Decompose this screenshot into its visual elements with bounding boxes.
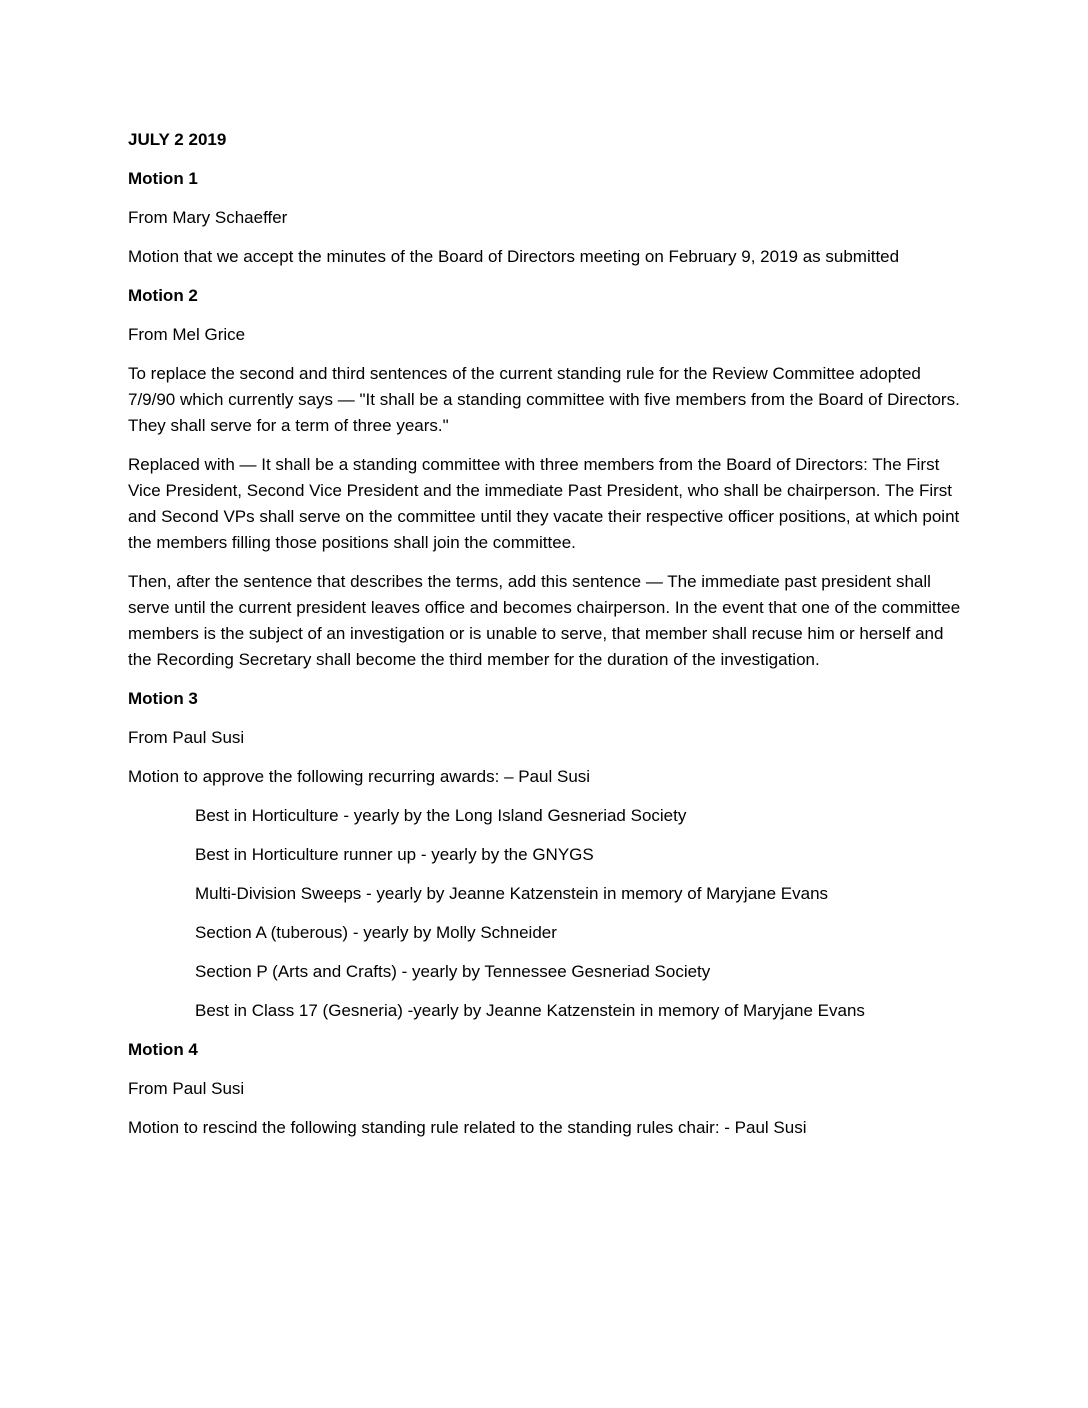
motion-section-3 [128,686,964,1024]
motion-2-heading: Motion 2 [128,286,198,305]
award-item: Multi-Division Sweeps - yearly by Jeanne Katzenstein in memory of Maryjane Evans [195,884,829,903]
motion-2-paragraph: Then, after the sentence that describes the terms, add this sentence — The immediate past president shall serve until the current president leaves office and becomes chairperson. In the event that one of the committee members is the subject of an investigation or is unable to serve, that member shall recuse him or herself and the Recording Secretary shall become the third member for the duration of the investigation. [128,572,961,669]
document-body [128,127,964,1141]
motion-3-paragraph: Motion to approve the following recurring awards: – Paul Susi [128,767,591,786]
motion-1-paragraph: Motion that we accept the minutes of the Board of Directors meeting on February 9, 2019 as submitted [128,247,900,266]
motion-section-1 [128,166,964,270]
motion-4-paragraph: Motion to rescind the following standing rule related to the standing rules chair: - Paul Susi [128,1118,807,1137]
motion-2-paragraph: Replaced with — It shall be a standing committee with three members from the Board of Directors: The First Vice President, Second Vice President and the immediate Past President, who shall be chairperson. The First and Second VPs shall serve on the committee until they vacate their respective officer positions, at which point the members filling those positions shall join the committee. [128,455,960,552]
award-item: Section A (tuberous) - yearly by Molly Schneider [195,923,557,942]
motion-4-from: From Paul Susi [128,1079,245,1098]
motion-4-heading: Motion 4 [128,1040,198,1059]
motion-3-from: From Paul Susi [128,728,245,747]
award-item: Best in Class 17 (Gesneria) -yearly by Jeanne Katzenstein in memory of Maryjane Evans [195,1001,865,1020]
motion-2-paragraph: To replace the second and third sentences of the current standing rule for the Review Committee adopted 7/9/90 which currently says — "It shall be a standing committee with five members from the Board of Directors. They shall serve for a term of three years." [128,364,960,435]
motion-section-4 [128,1037,964,1141]
document-title: JULY 2 2019 [128,130,227,149]
motion-1-heading: Motion 1 [128,169,198,188]
motion-1-from: From Mary Schaeffer [128,208,288,227]
motion-section-2 [128,283,964,673]
motion-2-from: From Mel Grice [128,325,246,344]
award-item: Best in Horticulture runner up - yearly by the GNYGS [195,845,594,864]
motion-3-heading: Motion 3 [128,689,198,708]
award-item: Best in Horticulture - yearly by the Long Island Gesneriad Society [195,806,687,825]
award-item: Section P (Arts and Crafts) - yearly by Tennessee Gesneriad Society [195,962,711,981]
